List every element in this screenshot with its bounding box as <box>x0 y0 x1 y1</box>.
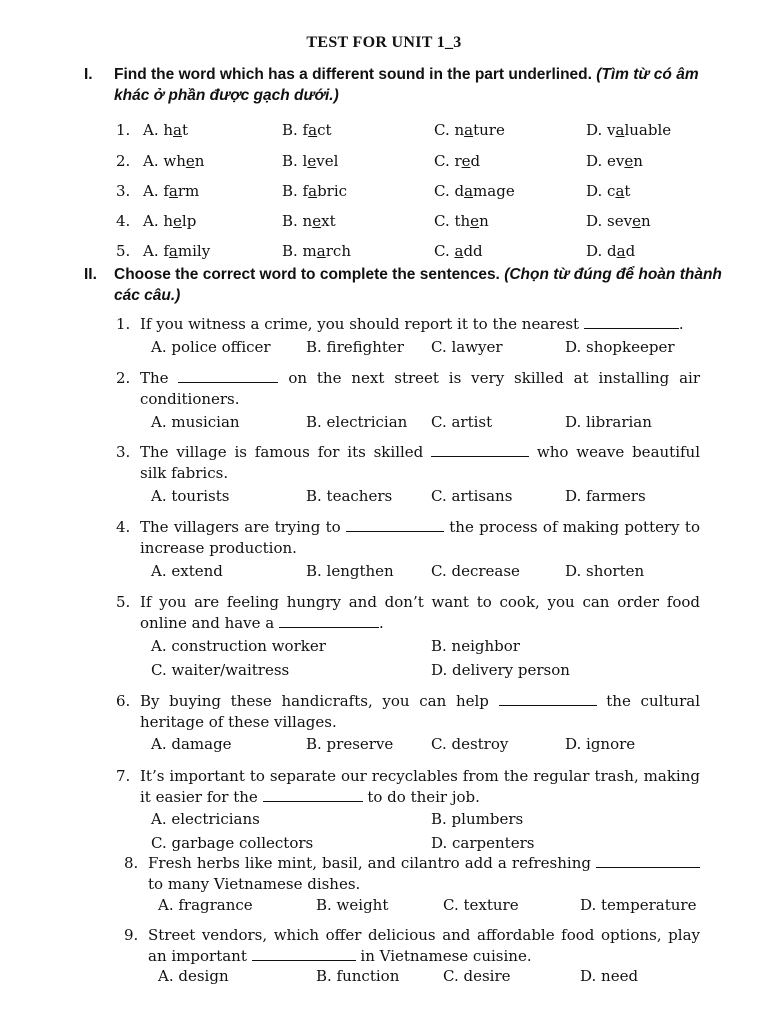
answer-option[interactable]: B. teachers <box>306 487 393 505</box>
answer-option[interactable]: D. valuable <box>586 121 672 139</box>
pronunciation-row <box>116 242 716 262</box>
question <box>116 691 700 733</box>
answer-option[interactable]: D. shorten <box>565 562 645 580</box>
answer-options <box>0 967 760 987</box>
question-number: 8. <box>124 854 139 872</box>
question <box>124 925 700 967</box>
underlined-letters: e <box>632 212 641 230</box>
question-number: 1. <box>116 121 131 139</box>
underlined-letters: a <box>615 121 625 139</box>
answer-option[interactable]: D. cat <box>586 182 631 200</box>
answer-blank[interactable] <box>596 853 700 868</box>
question <box>116 368 700 410</box>
question-number: 3. <box>116 443 131 461</box>
answer-option[interactable]: C. texture <box>443 896 519 914</box>
underlined-letters: a <box>464 121 474 139</box>
question-number: 7. <box>116 767 131 785</box>
answer-option[interactable]: A. help <box>143 212 197 230</box>
answer-options <box>0 562 760 582</box>
pronunciation-row <box>116 152 716 172</box>
question-number: 3. <box>116 182 131 200</box>
question <box>116 442 700 484</box>
underlined-letters: a <box>454 242 464 260</box>
underlined-letters: e <box>307 152 317 170</box>
answer-option[interactable]: A. musician <box>151 413 240 431</box>
underlined-letters: e <box>185 152 195 170</box>
section-1-heading <box>84 64 724 106</box>
answer-options <box>0 487 760 507</box>
question <box>124 853 700 895</box>
answer-options <box>0 810 760 830</box>
answer-option[interactable]: D. dad <box>586 242 636 260</box>
answer-option[interactable]: D. temperature <box>580 896 697 914</box>
answer-options <box>0 413 760 433</box>
question-text: The on the next street is very skilled at installing air conditioners. <box>140 369 701 408</box>
answer-blank[interactable] <box>346 517 444 532</box>
answer-option[interactable]: B. fact <box>282 121 332 139</box>
question-text: If you are feeling hungry and don’t want to cook, you can order food online and have a . <box>140 593 700 632</box>
answer-option[interactable]: C. then <box>434 212 489 230</box>
answer-option[interactable]: C. lawyer <box>431 338 503 356</box>
underlined-letters: a <box>464 182 474 200</box>
question-number: 2. <box>116 152 131 170</box>
section-2-numeral: II. <box>84 266 97 283</box>
answer-option[interactable]: A. farm <box>143 182 200 200</box>
answer-option[interactable]: D. delivery person <box>431 661 570 679</box>
answer-option[interactable]: A. extend <box>151 562 223 580</box>
underlined-letters: a <box>616 242 626 260</box>
answer-blank[interactable] <box>584 314 679 329</box>
answer-option[interactable]: C. desire <box>443 967 511 985</box>
answer-option[interactable]: D. shopkeeper <box>565 338 675 356</box>
underlined-letters: e <box>312 212 322 230</box>
answer-option[interactable]: A. construction worker <box>151 637 326 655</box>
answer-option[interactable]: B. weight <box>316 896 389 914</box>
question-text: It’s important to separate our recyclables from the regular trash, making it easier for the to do their job. <box>140 767 700 806</box>
question-number: 1. <box>116 315 131 333</box>
answer-option[interactable]: A. tourists <box>151 487 230 505</box>
answer-option[interactable]: B. electrician <box>306 413 408 431</box>
question <box>116 766 700 808</box>
answer-option[interactable]: A. family <box>143 242 211 260</box>
answer-option[interactable]: A. fragrance <box>158 896 253 914</box>
answer-blank[interactable] <box>263 787 363 802</box>
answer-option[interactable]: B. firefighter <box>306 338 404 356</box>
question <box>116 314 700 335</box>
answer-option[interactable]: C. damage <box>434 182 515 200</box>
answer-option[interactable]: A. police officer <box>151 338 271 356</box>
answer-option[interactable]: B. level <box>282 152 339 170</box>
answer-option[interactable]: B. plumbers <box>431 810 524 828</box>
section-2-heading <box>84 264 724 306</box>
answer-option[interactable]: C. artist <box>431 413 493 431</box>
answer-option[interactable]: B. lengthen <box>306 562 394 580</box>
answer-option[interactable]: C. garbage collectors <box>151 834 314 852</box>
answer-blank[interactable] <box>431 442 529 457</box>
answer-options <box>0 735 760 755</box>
underlined-letters: a <box>308 121 318 139</box>
answer-option[interactable]: C. nature <box>434 121 505 139</box>
question-text: The villagers are trying to the process of making pottery to increase production. <box>140 518 700 557</box>
answer-blank[interactable] <box>499 691 597 706</box>
question-number: 9. <box>124 926 139 944</box>
question-text: By buying these handicrafts, you can help the cultural heritage of these villages. <box>140 692 700 731</box>
answer-option[interactable]: D. carpenters <box>431 834 535 852</box>
answer-option[interactable]: B. fabric <box>282 182 348 200</box>
question-number: 5. <box>116 242 131 260</box>
answer-option[interactable]: A. electricians <box>151 810 260 828</box>
question <box>116 517 700 559</box>
question-text: If you witness a crime, you should report it to the nearest . <box>140 315 684 333</box>
answer-option[interactable]: D. even <box>586 152 643 170</box>
pronunciation-row <box>116 212 716 232</box>
underlined-letters: e <box>624 152 634 170</box>
answer-option[interactable]: A. design <box>158 967 229 985</box>
pronunciation-row <box>116 182 716 202</box>
question-text: Fresh herbs like mint, basil, and cilantro add a refreshing to many Vietnamese dishes. <box>148 853 700 895</box>
question-text: The village is famous for its skilled who weave beautiful silk fabrics. <box>140 443 701 482</box>
answer-option[interactable]: C. decrease <box>431 562 520 580</box>
answer-option[interactable]: C. artisans <box>431 487 513 505</box>
section-1-instruction-vi: (Tìm từ có âm khác ở phần được gạch dưới.) <box>114 66 699 104</box>
answer-option[interactable]: C. destroy <box>431 735 509 753</box>
answer-option[interactable]: D. need <box>580 967 639 985</box>
answer-blank[interactable] <box>178 368 278 383</box>
underlined-letters: a <box>316 242 326 260</box>
answer-option[interactable]: D. farmers <box>565 487 646 505</box>
question-number: 6. <box>116 692 131 710</box>
underlined-letters: e <box>173 212 182 230</box>
question-text: Street vendors, which offer delicious and affordable food options, play an important in Vietnamese cuisine. <box>148 926 700 965</box>
answer-options <box>0 338 760 358</box>
answer-options <box>0 661 760 681</box>
answer-option[interactable]: B. march <box>282 242 351 260</box>
answer-option[interactable]: B. neighbor <box>431 637 520 655</box>
underlined-letters: a <box>615 182 625 200</box>
page-title: TEST FOR UNIT 1_3 <box>306 34 462 51</box>
answer-option[interactable]: A. hat <box>143 121 189 139</box>
answer-option[interactable]: B. function <box>316 967 400 985</box>
underlined-letters: a <box>168 182 178 200</box>
answer-option[interactable]: C. waiter/waitress <box>151 661 290 679</box>
answer-options <box>0 637 760 657</box>
answer-blank[interactable] <box>252 946 356 961</box>
section-1-instruction: Find the word which has a different sound in the part underlined. <box>114 66 592 83</box>
underlined-letters: e <box>461 152 471 170</box>
underlined-letters: a <box>173 121 182 139</box>
underlined-letters: a <box>308 182 318 200</box>
answer-option[interactable]: C. add <box>434 242 483 260</box>
answer-options <box>0 834 760 854</box>
question <box>116 592 700 634</box>
answer-option[interactable]: B. next <box>282 212 336 230</box>
question-number: 4. <box>116 212 131 230</box>
answer-options <box>0 896 760 916</box>
answer-option[interactable]: D. seven <box>586 212 651 230</box>
answer-blank[interactable] <box>279 613 379 628</box>
section-2-instruction: Choose the correct word to complete the sentences. <box>114 266 500 283</box>
answer-option[interactable]: A. when <box>143 152 205 170</box>
answer-option[interactable]: B. preserve <box>306 735 394 753</box>
underlined-letters: a <box>168 242 178 260</box>
answer-option[interactable]: A. damage <box>151 735 232 753</box>
pronunciation-row <box>116 121 716 141</box>
underlined-letters: e <box>470 212 480 230</box>
answer-option[interactable]: C. red <box>434 152 481 170</box>
answer-option[interactable]: D. librarian <box>565 413 652 431</box>
question-number: 5. <box>116 593 131 611</box>
section-2-instruction-vi: (Chọn từ đúng để hoàn thành các câu.) <box>114 266 722 304</box>
answer-option[interactable]: D. ignore <box>565 735 636 753</box>
question-number: 2. <box>116 369 131 387</box>
section-1-numeral: I. <box>84 66 93 83</box>
question-number: 4. <box>116 518 131 536</box>
